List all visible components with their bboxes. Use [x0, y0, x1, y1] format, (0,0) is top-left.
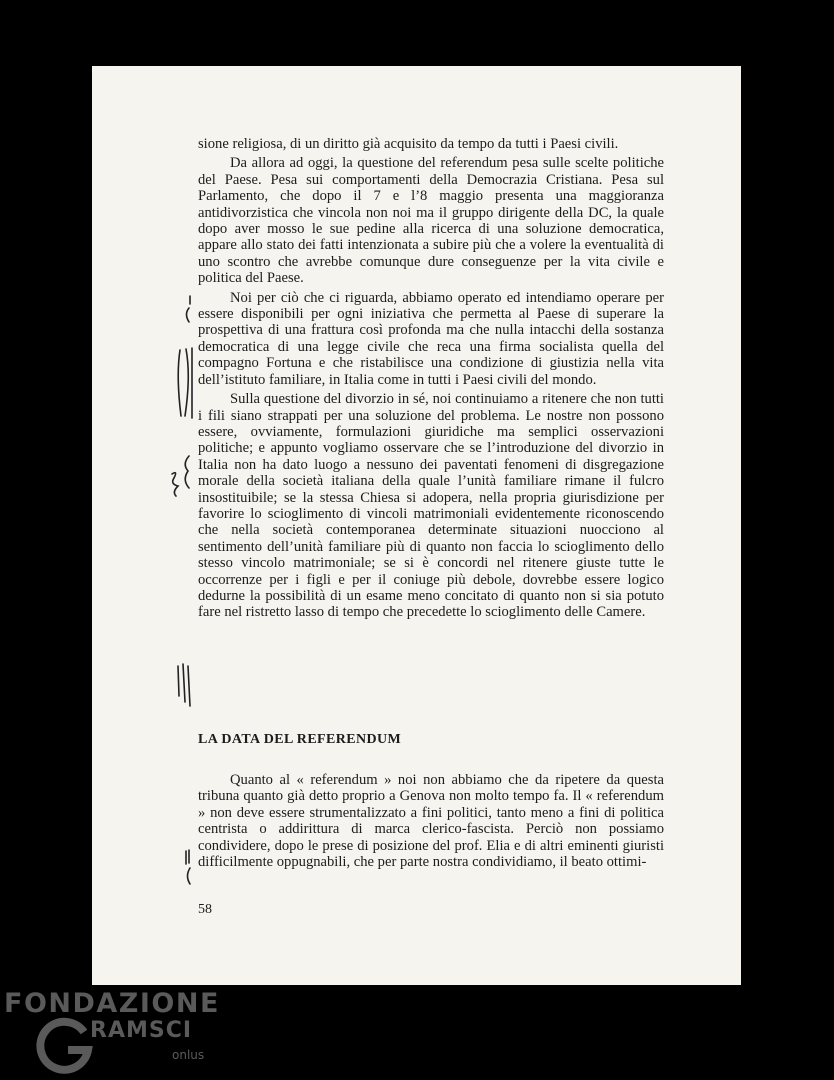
margin-mark-line: [183, 664, 185, 702]
watermark-line1: FONDAZIONE: [4, 988, 220, 1019]
margin-mark-line: [178, 350, 181, 416]
document-page: [92, 66, 741, 985]
margin-mark-brace: [187, 308, 190, 322]
margin-mark-brace: [185, 456, 189, 488]
watermark-line2: RAMSCI: [90, 1018, 193, 1043]
margin-mark-line: [188, 666, 190, 706]
margin-mark-squiggle: [172, 473, 178, 496]
page-number: 58: [198, 902, 212, 917]
section-heading: LA DATA DEL REFERENDUM: [198, 732, 402, 747]
paragraph: Noi per ciò che ci riguarda, abbiamo operato ed intendiamo operare per essere disponibili per ogni iniziativa che permetta al Paese di superare la prospettiva di una frattura così profonda ma che nulla intacchi della sostanza democratica di una legge civile che reca una firma socialista quella del compagno Fortuna e che ristabilisce una condizione di giustizia nella vita dell’istituto familiare, in Italia come in tutti i Paesi civili del mondo.: [198, 289, 664, 388]
watermark-line3: onlus: [172, 1048, 205, 1062]
paragraph: Sulla questione del divorzio in sé, noi continuiamo a ritenere che non tutti i fili siano strappati per una soluzione del problema. Le nostre non possono essere, ovviamente, formulazioni giuridiche ma semplici osservazioni politiche; e appunto vogliamo osservare che se l’introduzione del divorzio in Italia non ha dato luogo a nessuno dei paventati fenomeni di disgregazione morale della società italiana della quale l’unità familiare rimane il fulcro insostituibile; se la stessa Chiesa si adopera, nella propria giurisdizione per favorire lo scioglimento di vincoli matrimoniali evidentemente riconoscendo che nella società contemporanea determinate situazioni nuocciono al sentimento dell’unità familiare più di quanto non faccia lo scioglimento dello stesso vincolo matrimoniale; se si è concordi nel ritenere giuste tutte le occorrenze per i figli e per il coniuge più debole, dovrebbe essere logico dedurne la possibilità di un esame meno concitato di quanto non si sia potuto fare nel ristretto lasso di tempo che precedette lo scioglimento delle Camere.: [198, 391, 664, 621]
fondazione-gramsci-watermark: [4, 988, 220, 1078]
margin-mark-brace: [188, 868, 191, 884]
paragraph: Quanto al « referendum » noi non abbiamo che da ripetere da questa tribuna quanto già detto proprio a Genova non molto tempo fa. Il « referendum » non deve essere strumentalizzato a fini politici, tanto meno a fini di politica centrista o addirittura di marca clerico-fascista. Perciò non possiamo condividere, dopo le prese di posizione del prof. Elia e di altri eminenti giuristi difficilmente oppugnabili, che per parte nostra condividiamo, il beato ottimi-: [198, 772, 664, 871]
margin-mark-line: [185, 349, 188, 416]
margin-mark-line: [178, 666, 179, 696]
paragraph: Da allora ad oggi, la questione del referendum pesa sulle scelte politiche del Paese. Pesa sui comportamenti della Democrazia Cristiana. Pesa sul Parlamento, che dopo il 7 e l’8 maggio presenta una maggioranza antidivorzistica che vincola non noi ma il gruppo dirigente della DC, la quale dopo aver mosso le sue pedine alla ricerca di una soluzione democratica, appare allo stato dei fatti intenzionata a subire più che a volere la eventualità di uno scontro che avrebbe comunque dure conseguenze per la vita civile e politica del Paese.: [198, 155, 664, 287]
margin-annotations: [92, 66, 741, 985]
paragraph: sione religiosa, di un diritto già acquisito da tempo da tutti i Paesi civili.: [198, 136, 619, 152]
g-logo-icon: [34, 1014, 96, 1076]
